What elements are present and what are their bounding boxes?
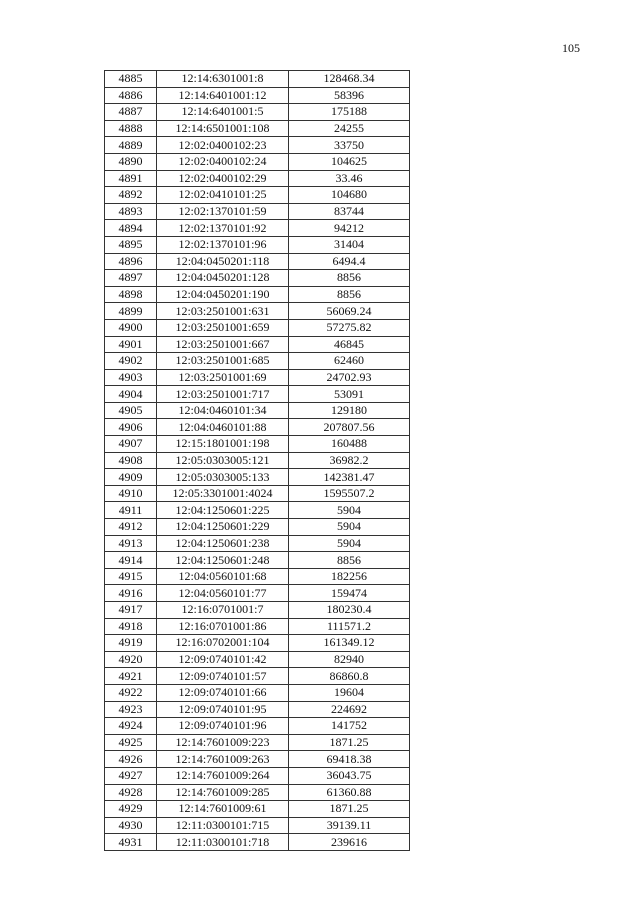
table-row [105, 319, 410, 336]
row-number-cell: 4903 [105, 369, 157, 386]
value-cell: 58396 [289, 87, 410, 104]
table-row [105, 751, 410, 768]
row-number-cell: 4912 [105, 519, 157, 536]
cadastral-number-cell: 12:04:0450201:118 [157, 253, 289, 270]
value-cell: 33.46 [289, 170, 410, 187]
row-number-cell: 4910 [105, 485, 157, 502]
table-row [105, 801, 410, 818]
row-number-cell: 4914 [105, 552, 157, 569]
value-cell: 224692 [289, 701, 410, 718]
value-cell: 24255 [289, 120, 410, 137]
table-row [105, 71, 410, 88]
cadastral-number-cell: 12:16:0701001:86 [157, 618, 289, 635]
table-row [105, 353, 410, 370]
cadastral-number-cell: 12:14:7601009:223 [157, 734, 289, 751]
row-number-cell: 4906 [105, 419, 157, 436]
value-cell: 180230.4 [289, 602, 410, 619]
value-cell: 36982.2 [289, 452, 410, 469]
table-row [105, 568, 410, 585]
row-number-cell: 4930 [105, 817, 157, 834]
value-cell: 69418.38 [289, 751, 410, 768]
cadastral-number-cell: 12:04:1250601:248 [157, 552, 289, 569]
row-number-cell: 4909 [105, 469, 157, 486]
row-number-cell: 4891 [105, 170, 157, 187]
table-row [105, 767, 410, 784]
value-cell: 141752 [289, 718, 410, 735]
row-number-cell: 4898 [105, 286, 157, 303]
cadastral-number-cell: 12:04:0460101:34 [157, 402, 289, 419]
table-row [105, 369, 410, 386]
row-number-cell: 4888 [105, 120, 157, 137]
value-cell: 94212 [289, 220, 410, 237]
value-cell: 61360.88 [289, 784, 410, 801]
row-number-cell: 4928 [105, 784, 157, 801]
cadastral-number-cell: 12:02:0410101:25 [157, 187, 289, 204]
table-row [105, 668, 410, 685]
row-number-cell: 4892 [105, 187, 157, 204]
cadastral-number-cell: 12:14:6301001:8 [157, 71, 289, 88]
cadastral-number-cell: 12:04:1250601:238 [157, 535, 289, 552]
table-row [105, 236, 410, 253]
cadastral-number-cell: 12:04:0560101:68 [157, 568, 289, 585]
value-cell: 5904 [289, 519, 410, 536]
cadastral-number-cell: 12:14:7601009:263 [157, 751, 289, 768]
cadastral-number-cell: 12:03:2501001:69 [157, 369, 289, 386]
cadastral-number-cell: 12:14:6401001:5 [157, 104, 289, 121]
table-row [105, 784, 410, 801]
value-cell: 83744 [289, 203, 410, 220]
row-number-cell: 4918 [105, 618, 157, 635]
value-cell: 36043.75 [289, 767, 410, 784]
row-number-cell: 4908 [105, 452, 157, 469]
table-row [105, 718, 410, 735]
value-cell: 159474 [289, 585, 410, 602]
row-number-cell: 4925 [105, 734, 157, 751]
table-row [105, 220, 410, 237]
row-number-cell: 4895 [105, 236, 157, 253]
value-cell: 82940 [289, 651, 410, 668]
cadastral-number-cell: 12:04:0450201:190 [157, 286, 289, 303]
value-cell: 128468.34 [289, 71, 410, 88]
row-number-cell: 4919 [105, 635, 157, 652]
row-number-cell: 4887 [105, 104, 157, 121]
table-row [105, 502, 410, 519]
row-number-cell: 4885 [105, 71, 157, 88]
row-number-cell: 4911 [105, 502, 157, 519]
table-row [105, 436, 410, 453]
table-row [105, 519, 410, 536]
row-number-cell: 4893 [105, 203, 157, 220]
page-number: 105 [562, 41, 580, 55]
cadastral-number-cell: 12:16:0701001:7 [157, 602, 289, 619]
cadastral-number-cell: 12:02:0400102:23 [157, 137, 289, 154]
cadastral-number-cell: 12:03:2501001:717 [157, 386, 289, 403]
cadastral-number-cell: 12:05:3301001:4024 [157, 485, 289, 502]
table-row [105, 817, 410, 834]
table-row [105, 635, 410, 652]
value-cell: 8856 [289, 552, 410, 569]
row-number-cell: 4923 [105, 701, 157, 718]
row-number-cell: 4922 [105, 684, 157, 701]
cadastral-number-cell: 12:09:0740101:57 [157, 668, 289, 685]
row-number-cell: 4886 [105, 87, 157, 104]
row-number-cell: 4920 [105, 651, 157, 668]
value-cell: 8856 [289, 286, 410, 303]
row-number-cell: 4927 [105, 767, 157, 784]
value-cell: 1871.25 [289, 734, 410, 751]
cadastral-number-cell: 12:02:1370101:96 [157, 236, 289, 253]
cadastral-number-cell: 12:15:1801001:198 [157, 436, 289, 453]
table-row [105, 419, 410, 436]
row-number-cell: 4924 [105, 718, 157, 735]
value-cell: 5904 [289, 535, 410, 552]
value-cell: 6494.4 [289, 253, 410, 270]
cadastral-number-cell: 12:02:1370101:92 [157, 220, 289, 237]
value-cell: 33750 [289, 137, 410, 154]
value-cell: 5904 [289, 502, 410, 519]
value-cell: 142381.47 [289, 469, 410, 486]
table-row [105, 535, 410, 552]
table-row [105, 203, 410, 220]
row-number-cell: 4896 [105, 253, 157, 270]
table-row [105, 137, 410, 154]
value-cell: 56069.24 [289, 303, 410, 320]
cadastral-number-cell: 12:09:0740101:95 [157, 701, 289, 718]
row-number-cell: 4894 [105, 220, 157, 237]
cadastral-number-cell: 12:14:6501001:108 [157, 120, 289, 137]
table-row [105, 187, 410, 204]
cadastral-number-cell: 12:03:2501001:631 [157, 303, 289, 320]
cadastral-number-cell: 12:02:1370101:59 [157, 203, 289, 220]
value-cell: 239616 [289, 834, 410, 851]
table-row [105, 684, 410, 701]
table-row [105, 701, 410, 718]
cadastral-number-cell: 12:05:0303005:133 [157, 469, 289, 486]
table-row [105, 618, 410, 635]
value-cell: 161349.12 [289, 635, 410, 652]
row-number-cell: 4916 [105, 585, 157, 602]
cadastral-number-cell: 12:02:0400102:29 [157, 170, 289, 187]
cadastral-number-cell: 12:02:0400102:24 [157, 153, 289, 170]
row-number-cell: 4907 [105, 436, 157, 453]
table-row [105, 286, 410, 303]
cadastral-number-cell: 12:09:0740101:66 [157, 684, 289, 701]
value-cell: 104680 [289, 187, 410, 204]
cadastral-number-cell: 12:09:0740101:96 [157, 718, 289, 735]
table-row [105, 253, 410, 270]
cadastral-number-cell: 12:16:0702001:104 [157, 635, 289, 652]
value-cell: 57275.82 [289, 319, 410, 336]
value-cell: 31404 [289, 236, 410, 253]
row-number-cell: 4917 [105, 602, 157, 619]
row-number-cell: 4901 [105, 336, 157, 353]
cadastral-number-cell: 12:14:6401001:12 [157, 87, 289, 104]
row-number-cell: 4889 [105, 137, 157, 154]
table-row [105, 651, 410, 668]
table-row [105, 270, 410, 287]
table-row [105, 87, 410, 104]
row-number-cell: 4931 [105, 834, 157, 851]
table-row [105, 469, 410, 486]
cadastral-number-cell: 12:11:0300101:715 [157, 817, 289, 834]
cadastral-number-cell: 12:04:0460101:88 [157, 419, 289, 436]
table-row [105, 485, 410, 502]
value-cell: 1871.25 [289, 801, 410, 818]
table-row [105, 402, 410, 419]
table-row [105, 834, 410, 851]
cadastral-number-cell: 12:09:0740101:42 [157, 651, 289, 668]
value-cell: 104625 [289, 153, 410, 170]
cadastral-number-cell: 12:04:0450201:128 [157, 270, 289, 287]
row-number-cell: 4904 [105, 386, 157, 403]
value-cell: 62460 [289, 353, 410, 370]
value-cell: 160488 [289, 436, 410, 453]
value-cell: 8856 [289, 270, 410, 287]
table-row [105, 120, 410, 137]
table-row [105, 153, 410, 170]
row-number-cell: 4915 [105, 568, 157, 585]
value-cell: 24702.93 [289, 369, 410, 386]
row-number-cell: 4929 [105, 801, 157, 818]
value-cell: 1595507.2 [289, 485, 410, 502]
table-row [105, 303, 410, 320]
table-row [105, 336, 410, 353]
value-cell: 39139.11 [289, 817, 410, 834]
row-number-cell: 4905 [105, 402, 157, 419]
cadastral-number-cell: 12:14:7601009:61 [157, 801, 289, 818]
cadastral-number-cell: 12:14:7601009:285 [157, 784, 289, 801]
row-number-cell: 4913 [105, 535, 157, 552]
value-cell: 129180 [289, 402, 410, 419]
value-cell: 53091 [289, 386, 410, 403]
row-number-cell: 4926 [105, 751, 157, 768]
value-cell: 182256 [289, 568, 410, 585]
value-cell: 19604 [289, 684, 410, 701]
table-row [105, 104, 410, 121]
cadastral-number-cell: 12:03:2501001:659 [157, 319, 289, 336]
row-number-cell: 4890 [105, 153, 157, 170]
cadastral-number-cell: 12:03:2501001:685 [157, 353, 289, 370]
value-cell: 111571.2 [289, 618, 410, 635]
table-row [105, 585, 410, 602]
row-number-cell: 4899 [105, 303, 157, 320]
cadastral-number-cell: 12:04:0560101:77 [157, 585, 289, 602]
value-cell: 46845 [289, 336, 410, 353]
value-cell: 207807.56 [289, 419, 410, 436]
table-row [105, 552, 410, 569]
cadastral-number-cell: 12:03:2501001:667 [157, 336, 289, 353]
table-row [105, 386, 410, 403]
row-number-cell: 4897 [105, 270, 157, 287]
cadastral-number-cell: 12:11:0300101:718 [157, 834, 289, 851]
table-row [105, 452, 410, 469]
table-row [105, 734, 410, 751]
cadastral-number-cell: 12:14:7601009:264 [157, 767, 289, 784]
table-body [105, 71, 410, 851]
table-row [105, 170, 410, 187]
value-cell: 86860.8 [289, 668, 410, 685]
table-row [105, 602, 410, 619]
cadastral-number-cell: 12:04:1250601:229 [157, 519, 289, 536]
value-cell: 175188 [289, 104, 410, 121]
row-number-cell: 4921 [105, 668, 157, 685]
data-table [104, 70, 410, 851]
row-number-cell: 4900 [105, 319, 157, 336]
cadastral-number-cell: 12:05:0303005:121 [157, 452, 289, 469]
row-number-cell: 4902 [105, 353, 157, 370]
cadastral-number-cell: 12:04:1250601:225 [157, 502, 289, 519]
